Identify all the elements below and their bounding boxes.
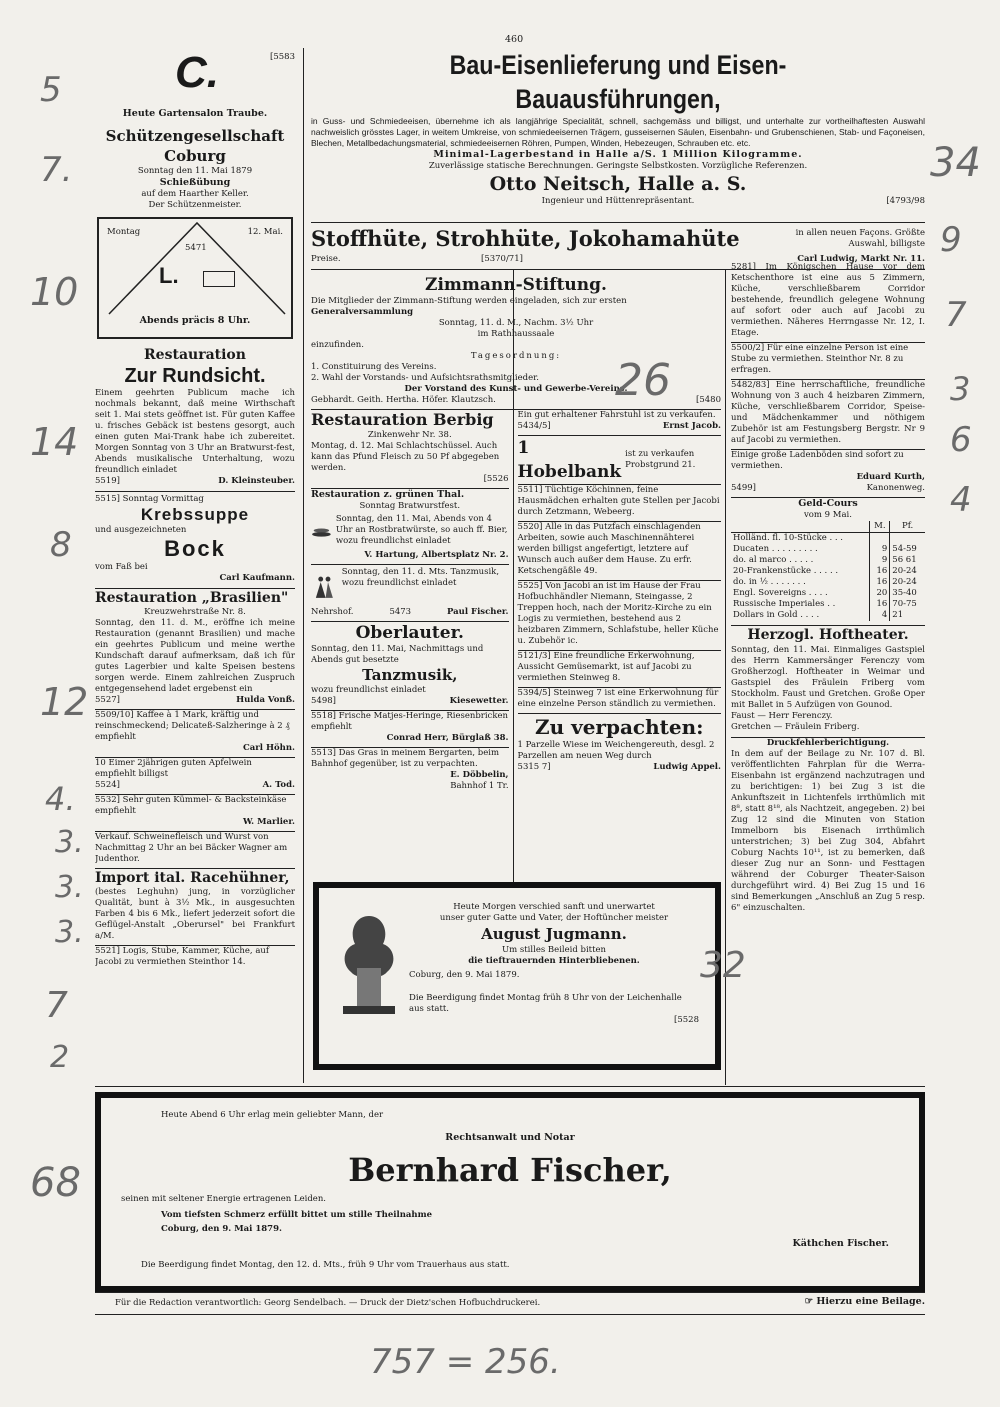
schuetzen-title: Schützengesellschaft Coburg <box>105 127 285 165</box>
laden: Einige große Ladenböden sind sofort zu vermiethen. <box>731 449 925 472</box>
logis-body: 5521] Logis, Stube, Kammer, Küche, auf Jacobi zu vermiethen Steinthor 14. <box>95 945 295 968</box>
kaffee-sign: Carl Höhn. <box>243 743 295 753</box>
dancers-icon <box>311 567 338 607</box>
zimmann-find: einzufinden. <box>311 340 364 350</box>
verkauf-body: Verkauf. Schweinefleisch und Wurst von Nachmittag 2 Uhr an bei Bäcker Wagner am Judenthor. <box>95 831 295 865</box>
obituary-jugmann <box>313 882 721 1070</box>
krebs-ref: 5515] Sonntag Vormittag <box>95 491 295 505</box>
berbig-body: Montag, d. 12. Mai Schlachtschüssel. Auch kann das Pfund Fleisch zu 50 Pf abgegeben werden. <box>311 441 500 473</box>
rest1-ref: 5519] <box>95 476 120 486</box>
footer-beilage: ☞ Hierzu eine Beilage. <box>804 1296 925 1307</box>
druck-title: Druckfehlerberichtigung. <box>731 737 925 749</box>
hats-title: Stoffhüte, Strohhüte, Jokohamahüte <box>311 226 740 251</box>
zimmann-item1: 1. Constituirung des Vereins. <box>311 362 437 372</box>
hats-side: in allen neuen Façons. Größte Auswahl, billigste <box>795 228 925 249</box>
bras-body: Sonntag, den 11. d. M., eröffne ich meine Restauration (genannt Brasilien) und mache ein geehrtes Publicum und meine werthe Kundschaft darauf aufmerksam, daß ich für gutes Lagerbier und kalte Speisen bestens sorgen werde. Einem zahlreichen Zuspruch entgegensehend ladet ergebenst ein <box>95 618 295 694</box>
fahrstuhl-body: Ein gut erhaltener Fahrstuhl ist zu verkaufen. <box>517 410 716 420</box>
hobel-side: ist zu verkaufen Probstgrund 21. <box>625 449 696 470</box>
rest1-sign: D. Kleinsteuber. <box>218 476 295 486</box>
table-row: Engl. Sovereigns . . . . 20 35-40 <box>731 588 925 599</box>
theater-cast2: Gretchen — Fräulein Friberg. <box>731 722 860 732</box>
zimmann-board: Der Vorstand des Kunst- und Gewerbe-Vereins. <box>404 384 628 394</box>
table-row: do. al marco . . . . . 9 56 61 <box>731 555 925 566</box>
sonntag-text: Sonntag, den 11. Mai, Abends von 4 Uhr an Rostbratwürste, so auch ff. Bier, wozu freundlichst einladet <box>335 514 508 546</box>
pencil-note: 12 <box>40 680 89 724</box>
lodge-time: Abends präcis 8 Uhr. <box>139 315 251 326</box>
pencil-note: 2 <box>50 1040 70 1075</box>
pencil-note: 7 <box>945 295 967 335</box>
obit1-name: August Jugmann. <box>481 925 627 943</box>
zimmann-body: Die Mitglieder der Zimmann-Stiftung werden eingeladen, sich zur ersten <box>311 296 627 306</box>
tanz-ref: 5473 <box>389 607 412 617</box>
c-letter: C. <box>175 48 219 97</box>
geld-head-pf: Pf. <box>890 521 925 533</box>
hats-ref: [5370/71] <box>481 254 523 264</box>
krebs-sub: und ausgezeichneten <box>95 525 187 535</box>
gravestone-icon <box>335 910 403 1020</box>
lodge-square-icon <box>203 271 235 287</box>
pencil-note: 10 <box>30 270 79 314</box>
c-ref: [5583 <box>270 52 295 62</box>
column-1 <box>95 48 295 1083</box>
geld-head-m: M. <box>870 521 890 533</box>
obit2-line1: Heute Abend 6 Uhr erlag mein geliebter Mann, der <box>161 1110 384 1120</box>
apfel-sign: A. Tod. <box>262 780 295 790</box>
pencil-note: 14 <box>30 420 79 464</box>
table-row: do. in ½ . . . . . . . 16 20-24 <box>731 577 925 588</box>
rest1-name: Zur Rundsicht. <box>124 365 266 387</box>
bras-sign: Hulda Vonß. <box>236 695 295 705</box>
pencil-note: 6 <box>950 420 972 460</box>
kaffee-body: 5509/10] Kaffee à 1 Mark, kräftig und reinschmeckend; Delicateß-Salzheringe à 2 ₰ empfiehlt <box>95 709 295 743</box>
pencil-note: 32 <box>700 945 746 986</box>
zimmann-names: Gebhardt. Geith. Hertha. Höfer. Klautzsch. <box>311 395 496 405</box>
pencil-note: 3. <box>55 825 84 860</box>
top-ad-body: in Guss- und Schmiedeeisen, übernehme ich als langjährige Specialität, schnell, sachgemäss und billigst, und unterhalte zur vortheilhaftesten Auswahl nachweislich grösstes Lager, in weitem Umkreise, von schmiedeeisernen Trägern, gusseisernen Säulen, Eisenbahn- und Grubenschienen, Stab- und Façoneisen, Blechen, Metallbedachungsmaterial, schmiedeeisernen Röhren, Pumpen, Winden, Hebezeugen, Schrauben etc. etc. <box>311 116 925 148</box>
stube: 5500/2] Für eine einzelne Person ist eine Stube zu vermiethen. Steinthor Nr. 8 zu erfragen. <box>731 342 925 376</box>
pencil-note: 26 <box>615 355 671 406</box>
pencil-note: 8 <box>50 525 72 565</box>
table-row: Holländ. fl. 10-Stücke . . . <box>731 533 925 545</box>
fahrstuhl-ref: 5434/5] <box>517 421 551 431</box>
sonntag-sign: V. Hartung, Albertsplatz Nr. 2. <box>364 550 509 560</box>
laden-sign: Eduard Kurth, <box>856 472 925 482</box>
riemann-body: 5525] Von Jacobi an ist im Hause der Frau Hofbuchhändler Niemann, Steingasse, 2 Treppen hoch, nach der Moritz-Kirche zu ein Logis zu vermiethen, bestehend aus 2 heizbaren Zimmern, Schlafstube, heller Küche u. Zubehör ic. <box>518 580 721 647</box>
theater-body: Sonntag, den 11. Mai. Einmaliges Gastspiel des Herrn Kammersänger Ferenczy vom Großherzogl. Hoftheater in Weimar und Gastspiel des Fräulein Friberg vom Stockholm. Faust und Gretchen. Große Oper mit Ballet in 5 Aufzügen von Gounod. <box>731 645 925 710</box>
pencil-note: 757 = 256. <box>370 1342 561 1382</box>
tanz-place: Nehrshof. <box>311 607 354 617</box>
gruen-title: Restauration z. grünen Thal. <box>311 488 509 501</box>
hats-sign: Carl Ludwig, Markt Nr. 11. <box>797 254 925 264</box>
top-ad-minimal: Minimal-Lagerbestand in Halle a/S. 1 Million Kilogramme. <box>433 149 803 160</box>
footer-text: Für die Redaction verantwortlich: Georg Sendelbach. — Druck der Dietz'schen Hofbuchdruckerei. <box>115 1298 541 1308</box>
obit2-line2: seinen mit seltener Energie ertragenen Leiden. <box>121 1194 327 1204</box>
hats-prices: Preise. <box>311 254 341 264</box>
rest1-title: Restauration <box>144 347 246 363</box>
lodge-box <box>97 217 293 339</box>
lodge-day: Montag <box>107 227 141 237</box>
kaese-sign: W. Marlier. <box>242 817 295 827</box>
obit2-date: Coburg, den 9. Mai 1879. <box>161 1224 282 1234</box>
rest1-body: Einem geehrten Publicum mache ich nochmals bekannt, daß meine Wirthschaft seit 1. Mai stets geöffnet ist. Für guten Kaffee u. frisches Gebäck ist bestens gesorgt, auch einen guten Mai-Trank habe ich zubereitet. Morgen Sonntag von 3 Uhr an Bratwurst-fest, Abends musikalische Unterhaltung, wozu freundlich einladet <box>95 388 295 475</box>
zimmann-gv: Generalversammlung <box>311 307 414 317</box>
hobel-title: 1 Hobelbank <box>517 438 622 482</box>
bras-title: Restauration „Brasilien" <box>95 588 295 607</box>
zimmann-agenda: Tagesordnung: <box>470 351 562 361</box>
pencil-note: 7. <box>40 150 73 190</box>
top-ad-firm: Otto Neitsch, Halle a. S. <box>489 173 747 195</box>
page-number: 460 <box>505 34 524 45</box>
theater-cast1: Faust — Herr Ferenczy. <box>731 711 833 721</box>
matjes-body: 5518] Frische Matjes-Heringe, Riesenbricken empfiehlt <box>311 711 508 732</box>
oberlauter-tanz: Tanzmusik, <box>362 666 458 684</box>
apfel-body: 10 Eimer 2jährigen guten Apfelwein empfiehlt billigst <box>95 757 295 780</box>
putz-body: 5520] Alle in das Putzfach einschlagenden Arbeiten, sowie auch Maschinennähterei werden billigst angefertigt, letztere auf Wunsch auch außer dem Hause. Zu erfr. Ketschengäßle 49. <box>518 521 721 577</box>
wohnung2: 5482/83] Eine herrschaftliche, freundliche Wohnung von 3 auch 4 heizbaren Zimmern, Küche, verschließbarem Corridor, Speise- und Mädchenkammer und nöthigem Zubehör ist am Festungsberg Bergstr. Nr 9 auf Jacobi zu vermiethen. <box>731 380 925 445</box>
import-body: (bestes Leghuhn) jung, in vorzüglicher Qualität, bunt à 3½ Mk., in ausgesuchten Farben 4 bis 6 Mk., liefert jederzeit sofort die Geflügel-Anstalt „Oberursel" bei Frankfurt a/M. <box>95 887 295 941</box>
gartensalon: Heute Gartensalon Traube. <box>122 108 268 119</box>
tanz-text: Sonntag, den 11. d. Mts. Tanzmusik, wozu freundlichst einladet <box>341 567 500 588</box>
gras-sign: E. Döbbelin, <box>450 770 509 780</box>
obit2-sign: Käthchen Fischer. <box>792 1238 889 1249</box>
lodge-date: 12. Mai. <box>247 227 283 237</box>
oberlauter-body: Sonntag, den 11. Mai, Nachmittags und Abends gut besetzte <box>311 644 484 665</box>
obit1-ref: [5528 <box>674 1015 699 1025</box>
koechin-body: 5511] Tüchtige Köchinnen, feine Hausmädchen erhalten gute Stellen per Jacobi durch Zetzmann, Webeerg. <box>517 485 720 517</box>
lodge-num: 5471 <box>185 243 207 253</box>
obit1-date: Coburg, den 9. Mai 1879. <box>409 970 520 980</box>
newspaper-page <box>95 30 925 1350</box>
pencil-note: 68 <box>30 1160 81 1206</box>
pacht-sign: Ludwig Appel. <box>653 762 721 772</box>
geld-table <box>731 521 925 621</box>
geld-date: vom 9 Mai. <box>804 510 852 520</box>
top-ad-refs: Zuverlässige statische Berechnungen. Geringste Selbstkosten. Vorzügliche Referenzen. <box>428 161 808 171</box>
zimmann-item2: 2. Wahl der Vorstands- und Aufsichtsrathsmitglieder. <box>311 373 539 383</box>
pencil-note: 3. <box>55 915 84 950</box>
pencil-note: 5 <box>40 70 62 110</box>
zimmann-time: Sonntag, 11. d. M., Nachm. 3½ Uhr <box>438 318 594 328</box>
schuetzen-event: Schießübung <box>159 177 231 188</box>
berbig-title: Restauration Berbig <box>311 410 494 429</box>
table-row: Ducaten . . . . . . . . . 9 54-59 <box>731 544 925 555</box>
pacht-body: 1 Parzelle Wiese im Weichengereuth, desgl. 2 Parzellen am neuen Weg durch <box>517 740 715 761</box>
lodge-letter: L. <box>159 263 179 288</box>
bock-from: vom Faß bei <box>95 562 148 572</box>
pencil-note: 9 <box>940 220 962 260</box>
druck-body: In dem auf der Beilage zu Nr. 107 d. Bl. veröffentlichten Fahrplan für die Werra-Eisenbahn ist ergänzend nachzutragen und zu berichtigen: 1) bei Zug 3 ist die Ankunftszeit in Lichtenfels irrthümlich mit 8⁸, statt 8¹⁸, als Nachtzeit, angegeben. 2) bei Zug 12 sind die Minuten von Station Immelborn bis Eisenach irrthümlich unterstrichen; 3) bei Zug 304, Abfahrt Coburg Nachts 10¹¹, ist zu bemerken, daß dieser Zug nur an Sonn- und Festtagen während der Coburger Theater-Saison durchgeführt wird. 4) Bei Zug 15 und 16 sind Bemerkungen „Anschluß an Zug 5 resp. 6" einzuschalten. <box>731 749 925 913</box>
oberlauter-sign: Kiesewetter. <box>449 696 509 706</box>
column-3 <box>731 262 925 1084</box>
obit1-line3: Um stilles Beileid bitten <box>501 945 607 955</box>
obit2-burial: Die Beerdigung findet Montag, den 12. d. Mts., früh 9 Uhr vom Trauerhaus aus statt. <box>141 1260 510 1270</box>
erker-body: 5121/3] Eine freundliche Erkerwohnung, Aussicht Gemüsemarkt, ist auf Jacobi zu vermiethen Steinweg 8. <box>518 650 721 684</box>
bock: Bock <box>164 536 226 561</box>
theater-title: Herzogl. Hoftheater. <box>731 625 925 645</box>
gruen-sub: Sonntag Bratwurstfest. <box>359 501 461 511</box>
import-title: Import ital. Racehühner, <box>95 868 295 887</box>
top-ad <box>311 48 925 218</box>
obituary-fischer <box>95 1092 925 1292</box>
tanz-sign: Paul Fischer. <box>447 607 509 617</box>
pencil-note: 4. <box>45 780 76 818</box>
top-ad-title: Bau-Eisenlieferung und Eisen-Bauausführungen, <box>449 50 787 114</box>
laden-addr: Kanonenweg. <box>866 483 925 493</box>
apfel-ref: 5524] <box>95 780 120 790</box>
oberlauter-title: Oberlauter. <box>311 621 509 644</box>
obit2-name: Bernhard Fischer, <box>348 1151 672 1189</box>
pacht-ref: 5315 7] <box>517 762 551 772</box>
sausage-icon <box>311 514 332 550</box>
bock-sign: Carl Kaufmann. <box>219 573 295 583</box>
berbig-sub: Zinkenwehr Nr. 38. <box>367 430 452 440</box>
laden-ref: 5499] <box>731 483 756 493</box>
obit1-line2: unser guter Gatte und Vater, der Hoftüncher meister <box>439 913 669 923</box>
table-row: Dollars in Gold . . . . 4 21 <box>731 610 925 621</box>
schuetzen-date: Sonntag den 11. Mai 1879 <box>137 166 253 176</box>
column-rule-1 <box>303 48 304 1083</box>
bras-ref: 5527] <box>95 695 120 705</box>
geld-title: Geld-Cours <box>731 497 925 510</box>
table-row: 20-Frankenstücke . . . . . 16 20-24 <box>731 566 925 577</box>
gras-body: 5513] Das Gras in meinem Bergarten, beim Bahnhof gegenüber, ist zu verpachten. <box>311 747 509 770</box>
zimmann-place: im Rathhaussaale <box>477 329 555 339</box>
kaese-body: 5532] Sehr guten Kümmel- & Backsteinkäse empfiehlt <box>95 794 295 817</box>
pencil-note: 3. <box>55 870 84 905</box>
top-ad-ref: [4793/98 <box>886 196 925 206</box>
matjes-sign: Conrad Herr, Bürglaß 38. <box>386 733 509 743</box>
krebs-title: Krebssuppe <box>140 505 250 524</box>
zimmann-title: Zimmann-Stiftung. <box>425 275 607 295</box>
bras-addr: Kreuzwehrstraße Nr. 8. <box>144 607 246 617</box>
zimmann-ref: [5480 <box>696 395 721 405</box>
table-row: Russische Imperiales . . 16 70-75 <box>731 599 925 610</box>
wohnung1: 5281] Im Königschen Hause vor dem Ketschenthore ist eine aus 5 Zimmern, Küche, verschließbarem Corridor bestehende, freundlich gelegene Wohnung auf sofort oder auch auf Jacobi zu vermiethen. Näheres Herrngasse Nr. 12, I. Etage. <box>731 262 925 338</box>
pencil-note: 3 <box>950 370 971 408</box>
pencil-note: 4 <box>950 480 972 520</box>
obit1-line4: die tieftrauernden Hinterbliebenen. <box>468 956 640 966</box>
pencil-note: 7 <box>45 985 68 1026</box>
obit2-title: Rechtsanwalt und Notar <box>445 1132 575 1143</box>
gras-addr: Bahnhof 1 Tr. <box>450 781 509 791</box>
schuetzen-sign: Der Schützenmeister. <box>148 200 242 210</box>
oberlauter-ref: 5498] <box>311 696 336 706</box>
schuetzen-place: auf dem Haarther Keller. <box>141 189 249 199</box>
fahrstuhl-sign: Ernst Jacob. <box>662 421 721 431</box>
obit1-line1: Heute Morgen verschied sanft und unerwartet <box>453 902 655 912</box>
pacht-title: Zu verpachten: <box>518 713 721 740</box>
berbig-ref: [5526 <box>483 474 509 484</box>
obit1-burial: Die Beerdigung findet Montag früh 8 Uhr von der Leichenhalle aus statt. <box>409 993 682 1014</box>
top-ad-firm-sub: Ingenieur und Hüttenrepräsentant. <box>541 196 695 206</box>
obit2-line3: Vom tiefsten Schmerz erfüllt bittet um stille Theilnahme <box>161 1210 432 1220</box>
oberlauter-inv: wozu freundlichst einladet <box>311 685 426 695</box>
steinweg-body: 5394/5] Steinweg 7 ist eine Erkerwohnung für eine einzelne Person ständlich zu vermiethen. <box>518 687 721 710</box>
pencil-note: 34 <box>930 140 981 186</box>
